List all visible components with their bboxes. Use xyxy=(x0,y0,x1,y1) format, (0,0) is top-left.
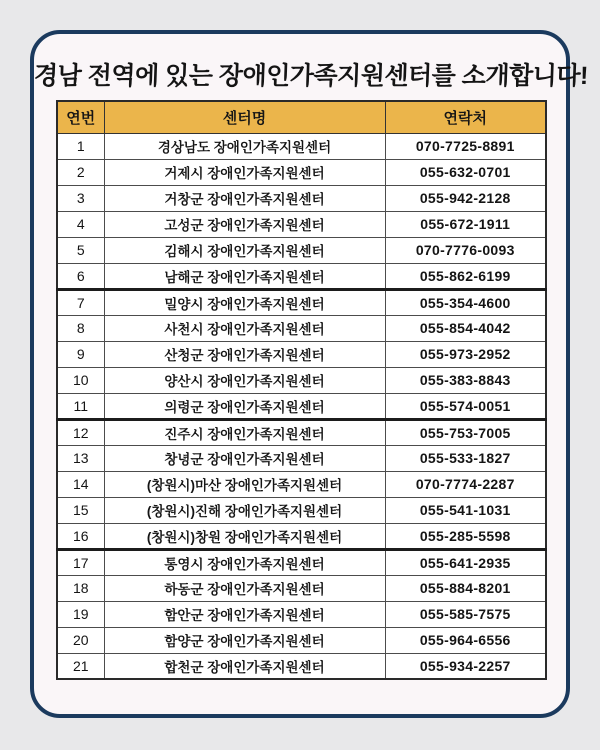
row-phone: 055-641-2935 xyxy=(385,549,546,575)
centers-table xyxy=(56,100,547,680)
header-no: 연번 xyxy=(57,101,104,133)
row-center-name: 김해시 장애인가족지원센터 xyxy=(104,237,385,263)
row-center-name: (창원시)창원 장애인가족지원센터 xyxy=(104,523,385,549)
row-center-name: 진주시 장애인가족지원센터 xyxy=(104,419,385,445)
row-number: 21 xyxy=(57,653,104,679)
table-row xyxy=(57,445,546,471)
row-number: 4 xyxy=(57,211,104,237)
table-row xyxy=(57,393,546,419)
row-number: 20 xyxy=(57,627,104,653)
row-center-name: 함안군 장애인가족지원센터 xyxy=(104,601,385,627)
row-number: 10 xyxy=(57,367,104,393)
row-number: 19 xyxy=(57,601,104,627)
header-phone: 연락처 xyxy=(385,101,546,133)
row-phone: 055-753-7005 xyxy=(385,419,546,445)
row-center-name: 함양군 장애인가족지원센터 xyxy=(104,627,385,653)
row-number: 14 xyxy=(57,471,104,497)
row-phone: 055-862-6199 xyxy=(385,263,546,289)
row-phone: 055-383-8843 xyxy=(385,367,546,393)
table-row xyxy=(57,549,546,575)
table-row xyxy=(57,419,546,445)
table-row xyxy=(57,471,546,497)
row-number: 18 xyxy=(57,575,104,601)
row-center-name: (창원시)마산 장애인가족지원센터 xyxy=(104,471,385,497)
row-number: 17 xyxy=(57,549,104,575)
row-center-name: 산청군 장애인가족지원센터 xyxy=(104,341,385,367)
table-row xyxy=(57,263,546,289)
table-row xyxy=(57,133,546,159)
row-phone: 055-541-1031 xyxy=(385,497,546,523)
row-number: 11 xyxy=(57,393,104,419)
row-phone: 055-285-5598 xyxy=(385,523,546,549)
row-phone: 070-7776-0093 xyxy=(385,237,546,263)
row-phone: 055-632-0701 xyxy=(385,159,546,185)
row-phone: 055-354-4600 xyxy=(385,289,546,315)
header-center-name: 센터명 xyxy=(104,101,385,133)
row-phone: 055-884-8201 xyxy=(385,575,546,601)
table-row xyxy=(57,523,546,549)
table-row xyxy=(57,627,546,653)
table-container xyxy=(56,100,545,680)
row-phone: 055-964-6556 xyxy=(385,627,546,653)
row-phone: 055-854-4042 xyxy=(385,315,546,341)
row-phone: 055-973-2952 xyxy=(385,341,546,367)
table-row xyxy=(57,237,546,263)
row-number: 7 xyxy=(57,289,104,315)
row-number: 9 xyxy=(57,341,104,367)
row-center-name: 경상남도 장애인가족지원센터 xyxy=(104,133,385,159)
table-header xyxy=(57,101,546,133)
row-phone: 055-533-1827 xyxy=(385,445,546,471)
row-center-name: 양산시 장애인가족지원센터 xyxy=(104,367,385,393)
row-center-name: 사천시 장애인가족지원센터 xyxy=(104,315,385,341)
table-row xyxy=(57,653,546,679)
row-center-name: 합천군 장애인가족지원센터 xyxy=(104,653,385,679)
row-center-name: 밀양시 장애인가족지원센터 xyxy=(104,289,385,315)
table-row xyxy=(57,601,546,627)
table-row xyxy=(57,367,546,393)
row-number: 6 xyxy=(57,263,104,289)
row-phone: 055-574-0051 xyxy=(385,393,546,419)
row-number: 12 xyxy=(57,419,104,445)
row-center-name: 의령군 장애인가족지원센터 xyxy=(104,393,385,419)
row-phone: 055-585-7575 xyxy=(385,601,546,627)
row-phone: 055-672-1911 xyxy=(385,211,546,237)
row-center-name: 고성군 장애인가족지원센터 xyxy=(104,211,385,237)
row-number: 3 xyxy=(57,185,104,211)
table-row xyxy=(57,211,546,237)
info-card xyxy=(30,30,589,718)
table-row xyxy=(57,575,546,601)
row-phone: 055-934-2257 xyxy=(385,653,546,679)
table-row xyxy=(57,341,546,367)
row-center-name: 하동군 장애인가족지원센터 xyxy=(104,575,385,601)
row-number: 2 xyxy=(57,159,104,185)
row-number: 5 xyxy=(57,237,104,263)
row-number: 15 xyxy=(57,497,104,523)
row-center-name: 거창군 장애인가족지원센터 xyxy=(104,185,385,211)
row-number: 13 xyxy=(57,445,104,471)
table-header-row xyxy=(57,101,546,133)
table-row xyxy=(57,497,546,523)
row-phone: 070-7774-2287 xyxy=(385,471,546,497)
row-phone: 070-7725-8891 xyxy=(385,133,546,159)
row-number: 16 xyxy=(57,523,104,549)
table-row xyxy=(57,159,546,185)
table-row xyxy=(57,185,546,211)
table-row xyxy=(57,315,546,341)
row-center-name: 통영시 장애인가족지원센터 xyxy=(104,549,385,575)
row-center-name: (창원시)진해 장애인가족지원센터 xyxy=(104,497,385,523)
row-center-name: 거제시 장애인가족지원센터 xyxy=(104,159,385,185)
row-center-name: 창녕군 장애인가족지원센터 xyxy=(104,445,385,471)
table-body xyxy=(57,133,546,679)
row-center-name: 남해군 장애인가족지원센터 xyxy=(104,263,385,289)
row-phone: 055-942-2128 xyxy=(385,185,546,211)
row-number: 8 xyxy=(57,315,104,341)
row-number: 1 xyxy=(57,133,104,159)
page-title: 경남 전역에 있는 장애인가족지원센터를 소개합니다! xyxy=(33,62,589,90)
table-row xyxy=(57,289,546,315)
